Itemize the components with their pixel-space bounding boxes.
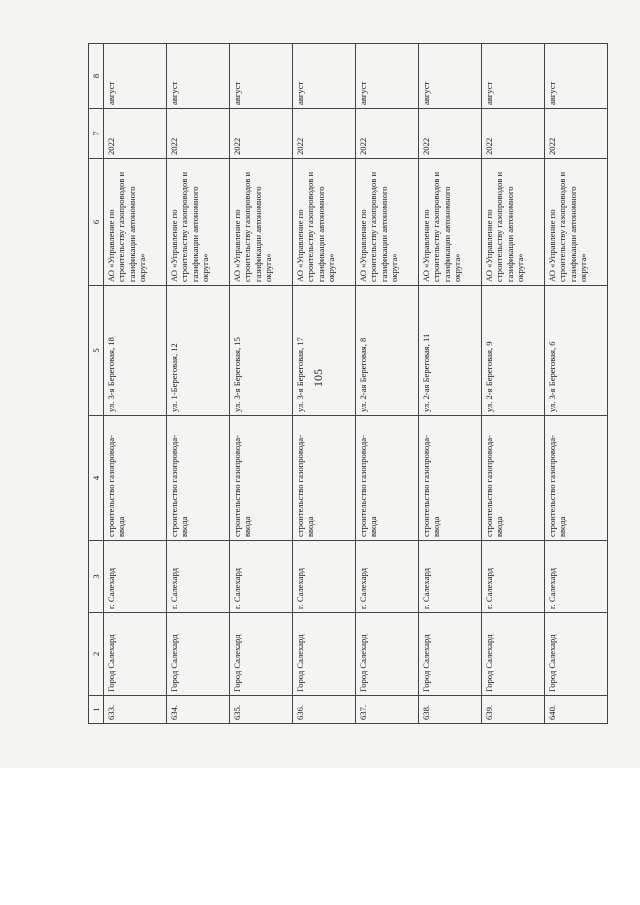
row-number: 635. xyxy=(230,696,293,724)
column-header: 7 xyxy=(89,109,104,159)
table-row xyxy=(104,44,167,724)
column-header: 6 xyxy=(89,159,104,286)
row-number: 640. xyxy=(545,696,608,724)
table-row xyxy=(482,44,545,724)
municipality-cell: Город Салехард xyxy=(230,613,293,696)
executor-cell: АО «Управление по строительству газопроводов и газификации автономного округа» xyxy=(482,159,545,286)
table-row xyxy=(356,44,419,724)
column-header: 3 xyxy=(89,541,104,613)
month-cell: август xyxy=(419,44,482,109)
municipality-cell: Город Салехард xyxy=(419,613,482,696)
table-row xyxy=(419,44,482,724)
year-cell: 2022 xyxy=(104,109,167,159)
executor-cell: АО «Управление по строительству газопроводов и газификации автономного округа» xyxy=(356,159,419,286)
year-cell: 2022 xyxy=(293,109,356,159)
address-cell: ул. 1-Береговая, 12 xyxy=(167,286,230,416)
month-cell: август xyxy=(104,44,167,109)
address-cell: ул. 2-ая Береговая, 8 xyxy=(356,286,419,416)
work-type-cell: строительство газопровода-ввода xyxy=(356,416,419,541)
settlement-cell: г. Салехард xyxy=(230,541,293,613)
table-row xyxy=(545,44,608,724)
settlement-cell: г. Салехард xyxy=(104,541,167,613)
month-cell: август xyxy=(356,44,419,109)
row-number: 639. xyxy=(482,696,545,724)
address-cell: ул. 3-я Береговая, 18 xyxy=(104,286,167,416)
year-cell: 2022 xyxy=(356,109,419,159)
address-cell: ул. 3-я Береговая, 17 xyxy=(293,286,356,416)
municipality-cell: Город Салехард xyxy=(482,613,545,696)
work-type-cell: строительство газопровода-ввода xyxy=(293,416,356,541)
executor-cell: АО «Управление по строительству газопроводов и газификации автономного округа» xyxy=(419,159,482,286)
column-header: 2 xyxy=(89,613,104,696)
month-cell: август xyxy=(545,44,608,109)
rotated-table-container xyxy=(88,44,608,724)
table-row xyxy=(293,44,356,724)
address-cell: ул. 2-я Береговая, 9 xyxy=(482,286,545,416)
address-cell: ул. 2-ая Береговая, 11 xyxy=(419,286,482,416)
column-header: 4 xyxy=(89,416,104,541)
table-row xyxy=(167,44,230,724)
executor-cell: АО «Управление по строительству газопроводов и газификации автономного округа» xyxy=(104,159,167,286)
settlement-cell: г. Салехард xyxy=(167,541,230,613)
column-header: 5 xyxy=(89,286,104,416)
work-type-cell: строительство газопровода-ввода xyxy=(230,416,293,541)
executor-cell: АО «Управление по строительству газопроводов и газификации автономного округа» xyxy=(230,159,293,286)
column-header: 1 xyxy=(89,696,104,724)
work-type-cell: строительство газопровода-ввода xyxy=(167,416,230,541)
executor-cell: АО «Управление по строительству газопроводов и газификации автономного округа» xyxy=(293,159,356,286)
settlement-cell: г. Салехард xyxy=(545,541,608,613)
row-number: 637. xyxy=(356,696,419,724)
year-cell: 2022 xyxy=(230,109,293,159)
column-number-row xyxy=(89,44,104,724)
month-cell: август xyxy=(293,44,356,109)
column-header: 8 xyxy=(89,44,104,109)
municipality-cell: Город Салехард xyxy=(104,613,167,696)
municipality-cell: Город Салехард xyxy=(167,613,230,696)
year-cell: 2022 xyxy=(419,109,482,159)
year-cell: 2022 xyxy=(545,109,608,159)
row-number: 633. xyxy=(104,696,167,724)
municipality-cell: Город Салехард xyxy=(356,613,419,696)
work-type-cell: строительство газопровода-ввода xyxy=(104,416,167,541)
row-number: 634. xyxy=(167,696,230,724)
row-number: 636. xyxy=(293,696,356,724)
settlement-cell: г. Салехард xyxy=(356,541,419,613)
year-cell: 2022 xyxy=(167,109,230,159)
table-row xyxy=(230,44,293,724)
month-cell: август xyxy=(167,44,230,109)
work-type-cell: строительство газопровода-ввода xyxy=(419,416,482,541)
month-cell: август xyxy=(230,44,293,109)
gas-works-table xyxy=(88,43,608,724)
page-number: 105 xyxy=(311,369,325,387)
settlement-cell: г. Салехард xyxy=(293,541,356,613)
municipality-cell: Город Салехард xyxy=(293,613,356,696)
executor-cell: АО «Управление по строительству газопроводов и газификации автономного округа» xyxy=(167,159,230,286)
address-cell: ул. 3-я Береговая, 15 xyxy=(230,286,293,416)
year-cell: 2022 xyxy=(482,109,545,159)
executor-cell: АО «Управление по строительству газопроводов и газификации автономного округа» xyxy=(545,159,608,286)
row-number: 638. xyxy=(419,696,482,724)
municipality-cell: Город Салехард xyxy=(545,613,608,696)
address-cell: ул. 3-я Береговая, 6 xyxy=(545,286,608,416)
settlement-cell: г. Салехард xyxy=(482,541,545,613)
settlement-cell: г. Салехард xyxy=(419,541,482,613)
work-type-cell: строительство газопровода-ввода xyxy=(482,416,545,541)
month-cell: август xyxy=(482,44,545,109)
work-type-cell: строительство газопровода-ввода xyxy=(545,416,608,541)
